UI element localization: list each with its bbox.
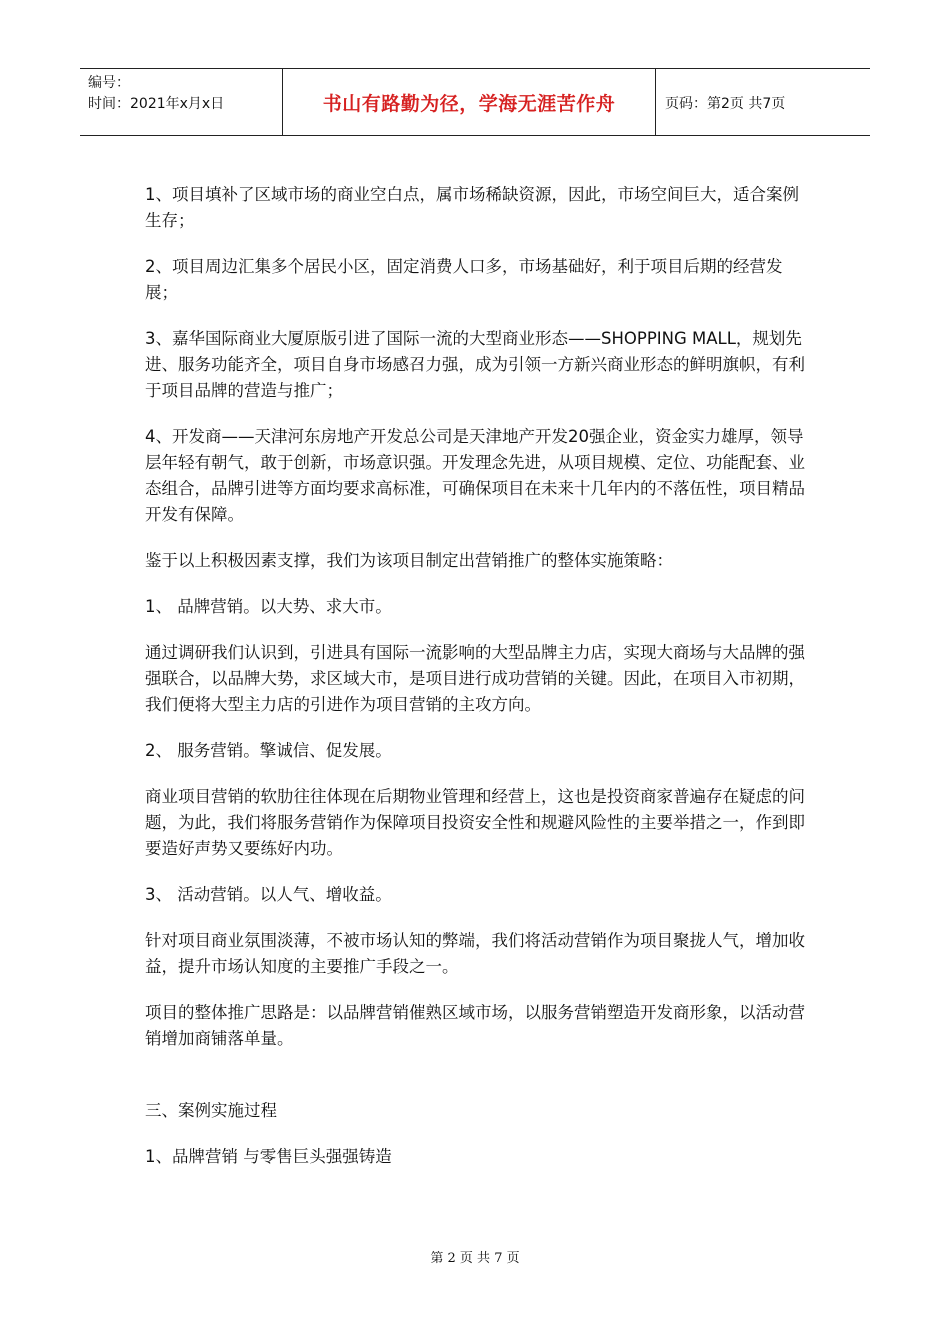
paragraph-event-marketing: 针对项目商业氛围淡薄，不被市场认知的弊端，我们将活动营销作为项目聚拢人气，增加收益，提升市场认知度的主要推广手段之一。 [145,931,805,976]
paragraph-advantage-2: 2、项目周边汇集多个居民小区，固定消费人口多，市场基础好，利于项目后期的经营发展； [145,257,783,302]
section-heading-implementation: 三、案例实施过程 [145,1101,277,1120]
paragraph-advantage-3: 3、嘉华国际商业大厦原版引进了国际一流的大型商业形态——SHOPPING MALL，规划先进、服务功能齐全，项目自身市场感召力强，成为引领一方新兴商业形态的鲜明旗帜，有利于项目品牌的营造与推广； [145,329,805,400]
paragraph-advantage-4: 4、开发商——天津河东房地产开发总公司是天津地产开发20强企业，资金实力雄厚，领导层年轻有朝气，敢于创新，市场意识强。开发理念先进，从项目规模、定位、功能配套、业态组合，品牌引进等方面均要求高标准，可确保项目在未来十几年内的不落伍性，项目精品开发有保障。 [145,427,805,524]
document-time-label: 时间：2021年x月x日 [88,96,225,112]
page-footer: 第 2 页 共 7 页 [430,1251,520,1266]
paragraph-advantage-1: 1、项目填补了区域市场的商业空白点，属市场稀缺资源，因此，市场空间巨大，适合案例生存； [145,185,799,230]
header-motto: 书山有路勤为径，学海无涯苦作舟 [322,93,616,115]
header-divider-right [655,69,656,135]
heading-service-marketing: 2、 服务营销。擎诚信、促发展。 [145,741,392,760]
heading-brand-marketing: 1、 品牌营销。以大势、求大市。 [145,597,392,616]
paragraph-brand-marketing: 通过调研我们认识到，引进具有国际一流影响的大型品牌主力店，实现大商场与大品牌的强强联合，以品牌大势，求区域大市，是项目进行成功营销的关键。因此，在项目入市初期，我们便将大型主力店的引进作为项目营销的主攻方向。 [145,643,805,714]
paragraph-strategy-intro: 鉴于以上积极因素支撑，我们为该项目制定出营销推广的整体实施策略： [145,551,673,570]
subheading-brand-marketing: 1、品牌营销 与零售巨头强强铸造 [145,1147,392,1166]
page-header [80,68,870,136]
heading-event-marketing: 3、 活动营销。以人气、增收益。 [145,885,392,904]
header-page-code: 页码：第2页 共7页 [665,96,786,112]
paragraph-overall-idea: 项目的整体推广思路是：以品牌营销催熟区域市场，以服务营销塑造开发商形象，以活动营销增加商铺落单量。 [145,1003,805,1048]
header-meta [88,73,288,115]
document-number-label: 编号： [88,75,130,91]
document-body [145,182,813,1190]
paragraph-service-marketing: 商业项目营销的软肋往往体现在后期物业管理和经营上，这也是投资商家普遍存在疑虑的问题，为此，我们将服务营销作为保障项目投资安全性和规避风险性的主要举措之一，作到即要造好声势又要练好内功。 [145,787,805,858]
